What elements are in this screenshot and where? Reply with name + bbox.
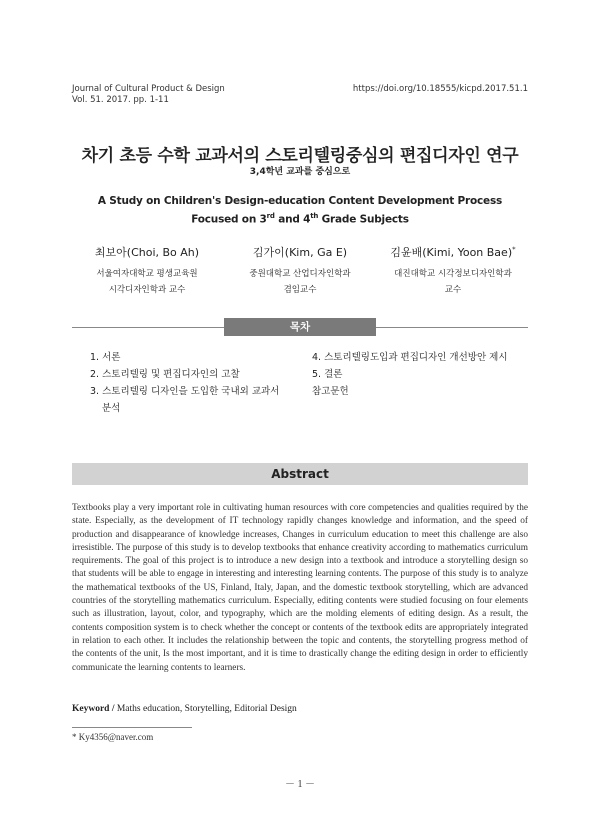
paper-subtitle: 3,4학년 교과를 중심으로 [249, 167, 351, 177]
keyword-label: Keyword / [72, 704, 115, 714]
english-title-suffix: Grade Subjects [318, 213, 409, 226]
author-name-text: 김윤배(Kimi, Yoon Bae) [390, 246, 513, 259]
author-affiliation-2: 시각디자인학과 교수 [108, 285, 186, 295]
keyword-text: Maths education, Storytelling, Editorial Design [116, 704, 297, 714]
toc-item[interactable]: 참고문헌 [312, 386, 349, 397]
author-affiliation-2: 겸임교수 [283, 285, 317, 295]
english-title-prefix: Focused on 3 [191, 213, 267, 226]
toc-item[interactable]: 2. 스토리텔링 및 편집디자인의 고찰 [90, 369, 240, 380]
toc-left-column [90, 349, 305, 417]
toc-item[interactable]: 5. 결론 [312, 369, 343, 380]
author-affiliation-1: 중원대학교 산업디자인학과 [249, 269, 351, 279]
journal-volume: Vol. 51. 2017. pp. 1-11 [72, 95, 169, 105]
author-affiliation-1: 대진대학교 시각정보디자인학과 [394, 269, 512, 279]
author-name [368, 244, 538, 260]
toc-item[interactable]: 3. 스토리텔링 디자인을 도입한 국내외 교과서 [90, 386, 280, 397]
author-3 [368, 244, 538, 298]
paper-title: 차기 초등 수학 교과서의 스토리텔링중심의 편집디자인 연구 [81, 146, 519, 166]
toc-item[interactable]: 4. 스토리텔링도입과 편집디자인 개선방안 제시 [312, 352, 508, 363]
doi-link[interactable]: https://doi.org/10.18555/kicpd.2017.51.1 [352, 84, 528, 94]
ordinal-sup-rd: rd [266, 212, 275, 220]
corresponding-author-mark: * [512, 245, 516, 254]
english-title-middle: and 4 [274, 213, 311, 226]
author-1 [62, 244, 232, 298]
toc-heading: 목차 [224, 318, 376, 336]
author-name-text: 김가이(Kim, Ga E) [252, 246, 348, 259]
author-affiliation-2: 교수 [444, 285, 462, 295]
author-name [62, 244, 232, 260]
footnote-divider [72, 727, 192, 728]
toc-item[interactable]: 1. 서론 [90, 352, 121, 363]
abstract-heading: Abstract [72, 463, 528, 485]
footnote-email[interactable]: * Ky4356@naver.com [72, 732, 154, 742]
english-title [0, 194, 600, 228]
english-title-line1: A Study on Children's Design-education Content Development Process [97, 195, 503, 207]
journal-header [72, 84, 225, 106]
english-title-line2 [0, 209, 600, 228]
author-name-text: 최보아(Choi, Bo Ah) [94, 246, 200, 259]
journal-name: Journal of Cultural Product & Design [72, 84, 225, 94]
author-name [215, 244, 385, 260]
keywords [72, 704, 297, 714]
toc-item-continuation[interactable]: 분석 [102, 403, 121, 414]
author-2 [215, 244, 385, 298]
page-number: － 1 － [285, 779, 315, 790]
ordinal-sup-th: th [310, 212, 319, 220]
author-affiliation-1: 서울여자대학교 평생교육원 [96, 269, 198, 279]
abstract-body: Textbooks play a very important role in cultivating human resources with core competencies and qualities required by the state. Especially, as the development of IT technology rapidly changes knowledge and information, and the speed of production and disappearance of knowledge increases, Changes in curriculum education to meet this challenge are also irresistible. The purpose of this study is to develop textbooks that enhance creativity according to mathematics curriculum requirements. The goal of this project is to introduce a new design into a textbook and introduce a storytelling design so that students will be able to engage in interesting and interesting learning contents. The purpose of this study is to analyze the mathematical textbooks of the US, Finland, Italy, Japan, and the domestic textbook storytelling, which are advanced countries of the storytelling mathematics curriculum. Especially, editing contents were studied focusing on four elements such as illustration, layout, color, and typography, which are the molding elements of editing design. As a result, the contents composition system is to check whether the concept or contents of the textbook edits are appropriately integrated in relation to each other. It includes the relationship between the topic and contents, the storytelling progress method of the contents of the unit, Is the most important, and it is time to drastically change the editing design in order to efficiently communicate the learning contents to learners. [72, 503, 528, 673]
toc-right-column [312, 349, 537, 400]
